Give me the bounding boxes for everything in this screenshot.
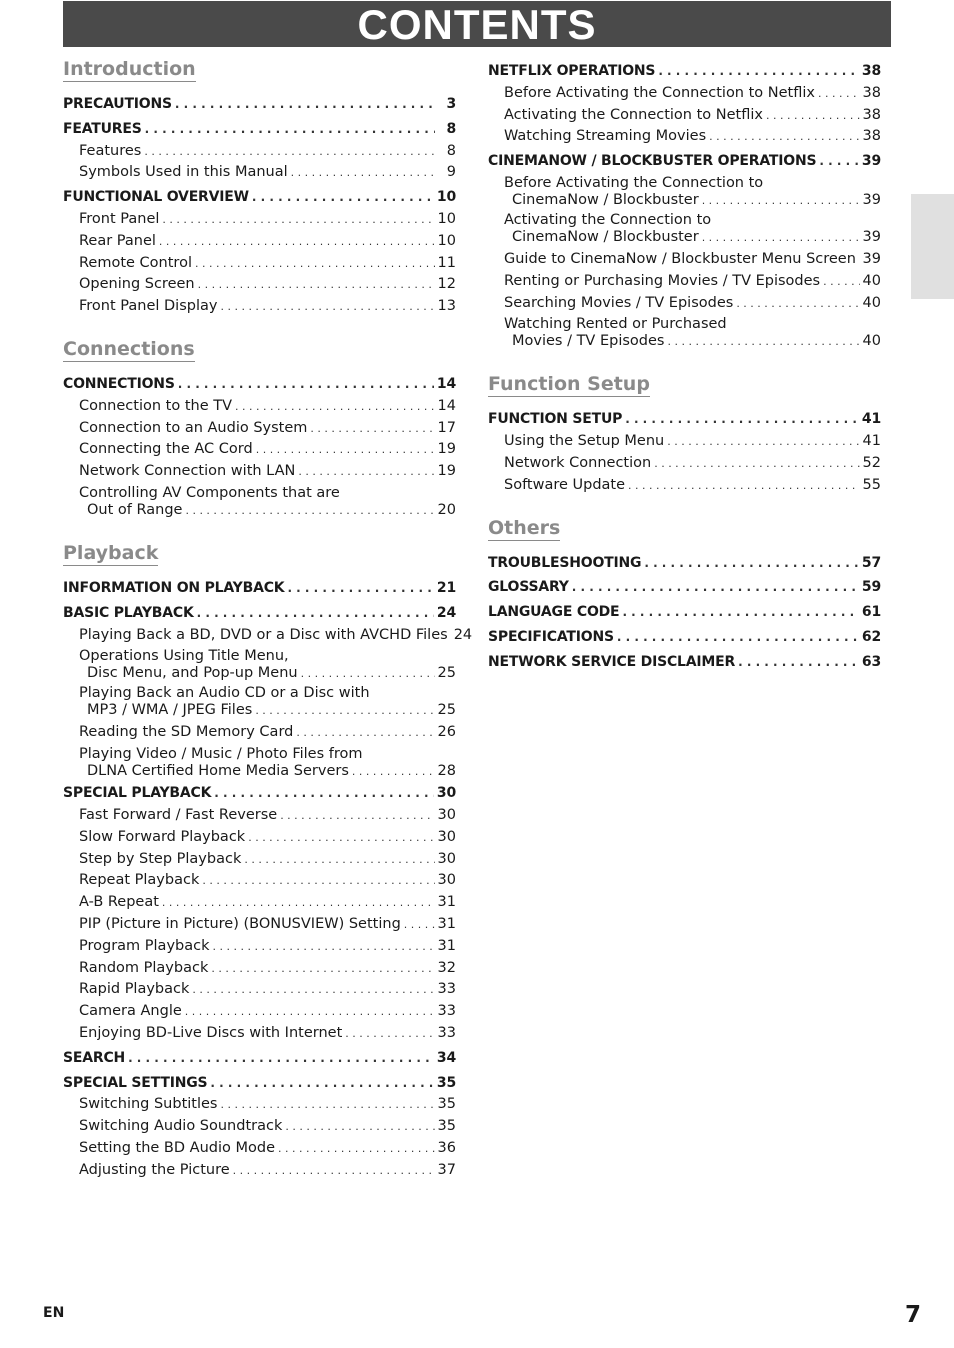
toc-entry-title: Random Playback bbox=[79, 959, 209, 976]
toc-entry[interactable] bbox=[63, 231, 456, 253]
toc-entry[interactable] bbox=[63, 296, 456, 318]
toc-entry-page: 52 bbox=[862, 454, 881, 471]
toc-chapter[interactable] bbox=[63, 783, 456, 805]
dot-leader bbox=[622, 602, 858, 624]
toc-entry-page: 25 bbox=[437, 665, 456, 682]
dot-leader bbox=[211, 958, 434, 980]
toc-entry-title: A-B Repeat bbox=[79, 894, 159, 911]
toc-entry-page: 30 bbox=[436, 785, 456, 802]
toc-entry-title: Remote Control bbox=[79, 254, 192, 271]
toc-chapter[interactable] bbox=[63, 187, 456, 209]
toc-entry[interactable] bbox=[63, 1001, 456, 1023]
dot-leader bbox=[738, 652, 859, 674]
toc-entry-title: Disc Menu, and Pop-up Menu bbox=[87, 665, 298, 682]
dot-leader bbox=[255, 702, 434, 719]
toc-entry-page: 14 bbox=[437, 397, 456, 414]
toc-entry[interactable] bbox=[488, 126, 881, 148]
toc-right-column bbox=[488, 58, 881, 674]
toc-entry-title: Out of Range bbox=[87, 501, 183, 518]
toc-entry-page: 57 bbox=[861, 554, 881, 571]
toc-entry-page: 39 bbox=[862, 191, 881, 208]
toc-entry-page: 8 bbox=[446, 120, 456, 137]
dot-leader bbox=[244, 849, 434, 871]
toc-entry[interactable] bbox=[63, 418, 456, 440]
toc-chapter[interactable] bbox=[488, 151, 881, 173]
toc-entry[interactable] bbox=[488, 175, 881, 209]
toc-entry-page: 40 bbox=[862, 294, 881, 311]
toc-entry-page: 20 bbox=[437, 501, 456, 518]
toc-entry-page: 35 bbox=[436, 1074, 456, 1091]
toc-entry-title: Program Playback bbox=[79, 937, 210, 954]
toc-entry-page: 55 bbox=[862, 476, 881, 493]
dot-leader bbox=[192, 979, 434, 1001]
toc-entry-title: TROUBLESHOOTING bbox=[488, 554, 642, 571]
toc-chapter[interactable] bbox=[63, 1073, 456, 1095]
toc-entry-page: 12 bbox=[437, 276, 456, 293]
toc-entry[interactable] bbox=[488, 212, 881, 246]
dot-leader bbox=[175, 94, 435, 116]
toc-entry[interactable] bbox=[63, 722, 456, 744]
dot-leader bbox=[823, 271, 859, 293]
toc-entry[interactable] bbox=[63, 892, 456, 914]
dot-leader bbox=[291, 162, 435, 184]
toc-chapter[interactable] bbox=[488, 409, 881, 431]
dot-leader bbox=[162, 209, 434, 231]
toc-entry-page: 19 bbox=[437, 463, 456, 480]
toc-entry-page: 31 bbox=[437, 894, 456, 911]
toc-entry-title: Reading the SD Memory Card bbox=[79, 724, 294, 741]
toc-chapter[interactable] bbox=[63, 94, 456, 116]
toc-entry-title: Before Activating the Connection to Netflix bbox=[504, 84, 815, 101]
toc-entry-line2 bbox=[79, 763, 456, 780]
section-heading: Function Setup bbox=[488, 373, 650, 396]
toc-entry-title: CINEMANOW / BLOCKBUSTER OPERATIONS bbox=[488, 153, 817, 170]
toc-entry-title: Front Panel Display bbox=[79, 298, 218, 315]
toc-entry-page: 30 bbox=[437, 872, 456, 889]
toc-entry[interactable] bbox=[63, 1160, 456, 1182]
toc-entry[interactable] bbox=[63, 849, 456, 871]
toc-entry-title: CinemaNow / Blockbuster bbox=[512, 228, 699, 245]
toc-chapter[interactable] bbox=[63, 374, 456, 396]
toc-entry-page: 35 bbox=[437, 1096, 456, 1113]
toc-entry-page: 38 bbox=[862, 128, 881, 145]
toc-entry[interactable] bbox=[63, 253, 456, 275]
toc-entry-title-line1: Controlling AV Components that are bbox=[79, 484, 340, 501]
toc-entry-title-line1: Playing Back an Audio CD or a Disc with bbox=[79, 685, 370, 702]
dot-leader bbox=[819, 151, 859, 173]
dot-leader bbox=[667, 333, 859, 350]
toc-entry-page: 31 bbox=[437, 937, 456, 954]
toc-entry-title: SEARCH bbox=[63, 1049, 126, 1066]
side-tab-marker bbox=[911, 194, 954, 299]
toc-entry-title-line1: Watching Rented or Purchased bbox=[504, 316, 727, 333]
dot-leader bbox=[628, 475, 860, 497]
toc-entry-page: 63 bbox=[861, 653, 881, 670]
dot-leader bbox=[859, 249, 860, 271]
dot-leader bbox=[736, 293, 859, 315]
page-number: 7 bbox=[905, 1302, 922, 1328]
page-title-bar bbox=[63, 1, 891, 47]
toc-entry-title: PRECAUTIONS bbox=[63, 96, 172, 112]
toc-entry[interactable] bbox=[63, 685, 456, 719]
toc-entry-title: SPECIAL PLAYBACK bbox=[63, 785, 212, 802]
section-heading: Connections bbox=[63, 337, 195, 360]
dot-leader bbox=[256, 439, 435, 461]
toc-entry-page: 10 bbox=[436, 189, 456, 206]
toc-entry-page: 21 bbox=[436, 579, 456, 596]
toc-entry-page: 30 bbox=[437, 828, 456, 845]
toc-entry-page: 32 bbox=[437, 959, 456, 976]
toc-entry[interactable] bbox=[63, 746, 456, 780]
toc-entry-title: Network Connection with LAN bbox=[79, 463, 296, 480]
toc-chapter[interactable] bbox=[63, 1048, 456, 1070]
toc-entry[interactable] bbox=[63, 439, 456, 461]
toc-entry-line2 bbox=[504, 333, 881, 350]
toc-entry[interactable] bbox=[63, 209, 456, 231]
toc-entry-title: NETFLIX OPERATIONS bbox=[488, 63, 656, 79]
toc-entry-page: 30 bbox=[437, 806, 456, 823]
toc-entry-page: 39 bbox=[861, 153, 881, 170]
toc-entry-title: SPECIFICATIONS bbox=[488, 628, 614, 645]
section-heading: Others bbox=[488, 516, 561, 539]
dot-leader bbox=[248, 827, 434, 849]
dot-leader bbox=[185, 1001, 435, 1023]
toc-entry[interactable] bbox=[63, 461, 456, 483]
toc-entry[interactable] bbox=[488, 105, 881, 127]
toc-entry-page: 34 bbox=[436, 1049, 456, 1066]
toc-entry-title: Watching Streaming Movies bbox=[504, 128, 707, 145]
toc-entry-page: 28 bbox=[437, 763, 456, 780]
dot-leader bbox=[818, 83, 860, 105]
toc-entry-title: Activating the Connection to Netflix bbox=[504, 106, 763, 123]
toc-entry-page: 38 bbox=[862, 84, 881, 101]
toc-entry[interactable] bbox=[63, 485, 456, 519]
toc-entry[interactable] bbox=[63, 827, 456, 849]
dot-leader bbox=[352, 763, 435, 780]
toc-entry[interactable] bbox=[63, 1094, 456, 1116]
toc-entry-page: 13 bbox=[437, 298, 456, 315]
toc-entry-title: FUNCTION SETUP bbox=[488, 411, 623, 428]
dot-leader bbox=[702, 229, 860, 246]
toc-entry-title: Connection to the TV bbox=[79, 397, 233, 414]
toc-entry-title: Slow Forward Playback bbox=[79, 828, 246, 845]
toc-entry-page: 25 bbox=[437, 702, 456, 719]
toc-entry[interactable] bbox=[488, 453, 881, 475]
toc-entry-title-line1: Playing Video / Music / Photo Files from bbox=[79, 746, 363, 763]
toc-entry-page: 9 bbox=[446, 164, 456, 181]
dot-leader bbox=[235, 396, 435, 418]
toc-left-column bbox=[63, 58, 473, 1181]
toc-entry-line2 bbox=[79, 502, 456, 519]
dot-leader bbox=[667, 431, 859, 453]
dot-leader bbox=[145, 119, 435, 141]
toc-entry-page: 11 bbox=[437, 254, 456, 271]
toc-entry-page: 19 bbox=[437, 441, 456, 458]
toc-entry-title: INFORMATION ON PLAYBACK bbox=[63, 579, 285, 596]
toc-entry-page: 26 bbox=[437, 724, 456, 741]
toc-entry-title: Setting the BD Audio Mode bbox=[79, 1139, 275, 1156]
section-heading: Introduction bbox=[63, 58, 196, 80]
toc-entry-title: Rapid Playback bbox=[79, 981, 190, 998]
toc-entry-line2 bbox=[79, 665, 456, 682]
toc-entry-page: 62 bbox=[861, 628, 881, 645]
toc-entry-title: PIP (Picture in Picture) (BONUSVIEW) Setting bbox=[79, 915, 401, 932]
toc-entry[interactable] bbox=[488, 271, 881, 293]
toc-entry-page: 24 bbox=[453, 626, 473, 643]
toc-entry-title: DLNA Certified Home Media Servers bbox=[87, 763, 349, 780]
toc-entry[interactable] bbox=[63, 805, 456, 827]
toc-entry-title: Network Connection bbox=[504, 454, 652, 471]
toc-entry-page: 38 bbox=[861, 63, 881, 79]
toc-entry-page: 33 bbox=[437, 981, 456, 998]
toc-entry-title-line1: Activating the Connection to bbox=[504, 211, 712, 228]
toc-entry-page: 33 bbox=[437, 1024, 456, 1041]
toc-entry-title: MP3 / WMA / JPEG Files bbox=[87, 702, 253, 719]
toc-entry[interactable] bbox=[63, 274, 456, 296]
toc-chapter[interactable] bbox=[488, 627, 881, 649]
dot-leader bbox=[185, 502, 434, 519]
toc-entry-title: Software Update bbox=[504, 476, 626, 493]
toc-chapter[interactable] bbox=[488, 577, 881, 599]
toc-entry-page: 30 bbox=[437, 850, 456, 867]
toc-entry-page: 39 bbox=[862, 250, 881, 267]
toc-entry-title: FEATURES bbox=[63, 120, 142, 137]
toc-chapter[interactable] bbox=[488, 553, 881, 575]
toc-entry[interactable] bbox=[488, 431, 881, 453]
dot-leader bbox=[144, 141, 435, 163]
dot-leader bbox=[345, 1023, 434, 1045]
toc-entry-title: Symbols Used in this Manual bbox=[79, 164, 288, 181]
toc-entry-page: 33 bbox=[437, 1003, 456, 1020]
language-label: EN bbox=[43, 1305, 65, 1321]
toc-entry-page: 38 bbox=[862, 106, 881, 123]
toc-entry-page: 36 bbox=[437, 1139, 456, 1156]
toc-entry-page: 40 bbox=[862, 272, 881, 289]
toc-entry-line2 bbox=[79, 702, 456, 719]
dot-leader bbox=[278, 1138, 435, 1160]
dot-leader bbox=[296, 722, 434, 744]
dot-leader bbox=[298, 461, 434, 483]
toc-entry[interactable] bbox=[63, 914, 456, 936]
toc-chapter[interactable] bbox=[488, 61, 881, 83]
toc-entry[interactable] bbox=[63, 1138, 456, 1160]
dot-leader bbox=[210, 1073, 434, 1095]
toc-entry-page: 24 bbox=[436, 604, 456, 621]
toc-entry-page: 3 bbox=[446, 96, 456, 112]
toc-chapter[interactable] bbox=[488, 652, 881, 674]
toc-chapter[interactable] bbox=[63, 119, 456, 141]
dot-leader bbox=[766, 105, 860, 127]
toc-entry-title: SPECIAL SETTINGS bbox=[63, 1074, 208, 1091]
dot-leader bbox=[287, 578, 433, 600]
dot-leader bbox=[404, 914, 435, 936]
dot-leader bbox=[658, 61, 859, 83]
section-heading: Playback bbox=[63, 541, 159, 564]
toc-entry[interactable] bbox=[63, 1023, 456, 1045]
toc-entry-page: 61 bbox=[861, 604, 881, 621]
dot-leader bbox=[202, 870, 434, 892]
toc-entry-title: Features bbox=[79, 142, 142, 159]
toc-entry-page: 14 bbox=[436, 375, 456, 392]
toc-entry-page: 41 bbox=[862, 433, 881, 450]
dot-leader bbox=[128, 1048, 434, 1070]
dot-leader bbox=[198, 274, 435, 296]
dot-leader bbox=[301, 665, 435, 682]
toc-entry-title: Opening Screen bbox=[79, 276, 195, 293]
toc-entry-title: Rear Panel bbox=[79, 232, 156, 249]
toc-entry-title: Searching Movies / TV Episodes bbox=[504, 294, 734, 311]
toc-entry-title-line1: Operations Using Title Menu, bbox=[79, 648, 289, 665]
dot-leader bbox=[654, 453, 859, 475]
toc-entry-title: Front Panel bbox=[79, 210, 160, 227]
toc-entry-title: Adjusting the Picture bbox=[79, 1161, 230, 1178]
toc-entry-title: BASIC PLAYBACK bbox=[63, 604, 194, 621]
toc-entry-page: 40 bbox=[862, 333, 881, 350]
toc-entry-title: Renting or Purchasing Movies / TV Episodes bbox=[504, 272, 821, 289]
dot-leader bbox=[709, 126, 859, 148]
toc-entry-line2 bbox=[504, 229, 881, 246]
toc-entry-title: CinemaNow / Blockbuster bbox=[512, 191, 699, 208]
toc-entry-title-line1: Before Activating the Connection to bbox=[504, 174, 764, 191]
toc-entry-page: 41 bbox=[861, 411, 881, 428]
toc-entry-page: 37 bbox=[437, 1161, 456, 1178]
dot-leader bbox=[644, 553, 859, 575]
toc-entry-title: LANGUAGE CODE bbox=[488, 604, 620, 621]
toc-entry[interactable] bbox=[488, 83, 881, 105]
toc-entry-title: Step by Step Playback bbox=[79, 850, 242, 867]
toc-entry-title: Playing Back a BD, DVD or a Disc with AVCHD Files bbox=[79, 626, 448, 643]
toc-entry-line2 bbox=[504, 192, 881, 209]
toc-entry-title: Repeat Playback bbox=[79, 872, 200, 889]
dot-leader bbox=[310, 418, 434, 440]
toc-entry[interactable] bbox=[63, 648, 456, 682]
dot-leader bbox=[214, 783, 434, 805]
toc-chapter[interactable] bbox=[63, 603, 456, 625]
toc-entry[interactable] bbox=[63, 396, 456, 418]
dot-leader bbox=[572, 577, 859, 599]
toc-entry-page: 31 bbox=[437, 915, 456, 932]
toc-entry-title: Using the Setup Menu bbox=[504, 433, 665, 450]
toc-entry-title: Enjoying BD-Live Discs with Internet bbox=[79, 1024, 343, 1041]
toc-entry-title: Switching Audio Soundtrack bbox=[79, 1118, 283, 1135]
toc-entry[interactable] bbox=[63, 936, 456, 958]
dot-leader bbox=[162, 892, 435, 914]
dot-leader bbox=[280, 805, 434, 827]
toc-entry-page: 59 bbox=[861, 579, 881, 596]
toc-chapter[interactable] bbox=[63, 578, 456, 600]
toc-entry[interactable] bbox=[488, 293, 881, 315]
toc-entry[interactable] bbox=[488, 249, 881, 271]
dot-leader bbox=[252, 187, 434, 209]
dot-leader bbox=[702, 192, 860, 209]
toc-entry-title: FUNCTIONAL OVERVIEW bbox=[63, 189, 249, 206]
toc-entry[interactable] bbox=[488, 316, 881, 350]
dot-leader bbox=[197, 603, 434, 625]
toc-entry-page: 35 bbox=[437, 1118, 456, 1135]
dot-leader bbox=[220, 1094, 434, 1116]
toc-entry-title: GLOSSARY bbox=[488, 579, 569, 596]
toc-entry-page: 17 bbox=[437, 419, 456, 436]
toc-entry-title: NETWORK SERVICE DISCLAIMER bbox=[488, 653, 736, 670]
toc-entry[interactable] bbox=[63, 1116, 456, 1138]
dot-leader bbox=[233, 1160, 435, 1182]
toc-entry[interactable] bbox=[63, 870, 456, 892]
dot-leader bbox=[178, 374, 434, 396]
toc-entry-page: 8 bbox=[446, 142, 456, 159]
toc-entry-title: Connecting the AC Cord bbox=[79, 441, 253, 458]
toc-entry-page: 10 bbox=[437, 232, 456, 249]
page-title: CONTENTS bbox=[357, 1, 597, 48]
toc-entry-page: 39 bbox=[862, 228, 881, 245]
dot-leader bbox=[625, 409, 859, 431]
toc-entry-page: 10 bbox=[437, 210, 456, 227]
dot-leader bbox=[195, 253, 435, 275]
toc-entry-title: Camera Angle bbox=[79, 1003, 182, 1020]
dot-leader bbox=[220, 296, 434, 318]
toc-chapter[interactable] bbox=[488, 602, 881, 624]
toc-entry[interactable] bbox=[63, 162, 456, 184]
toc-entry[interactable] bbox=[488, 475, 881, 497]
dot-leader bbox=[285, 1116, 434, 1138]
toc-entry-title: Movies / TV Episodes bbox=[512, 333, 665, 350]
toc-entry-title: Switching Subtitles bbox=[79, 1096, 218, 1113]
dot-leader bbox=[159, 231, 435, 253]
toc-entry[interactable] bbox=[63, 141, 456, 163]
toc-entry-title: CONNECTIONS bbox=[63, 375, 175, 392]
toc-entry-title: Connection to an Audio System bbox=[79, 419, 308, 436]
toc-entry-title: Fast Forward / Fast Reverse bbox=[79, 806, 278, 823]
dot-leader bbox=[617, 627, 859, 649]
toc-entry[interactable] bbox=[63, 625, 473, 647]
toc-entry[interactable] bbox=[63, 979, 456, 1001]
toc-entry-title: Guide to CinemaNow / Blockbuster Menu Screen bbox=[504, 250, 856, 267]
dot-leader bbox=[213, 936, 435, 958]
toc-entry[interactable] bbox=[63, 958, 456, 980]
